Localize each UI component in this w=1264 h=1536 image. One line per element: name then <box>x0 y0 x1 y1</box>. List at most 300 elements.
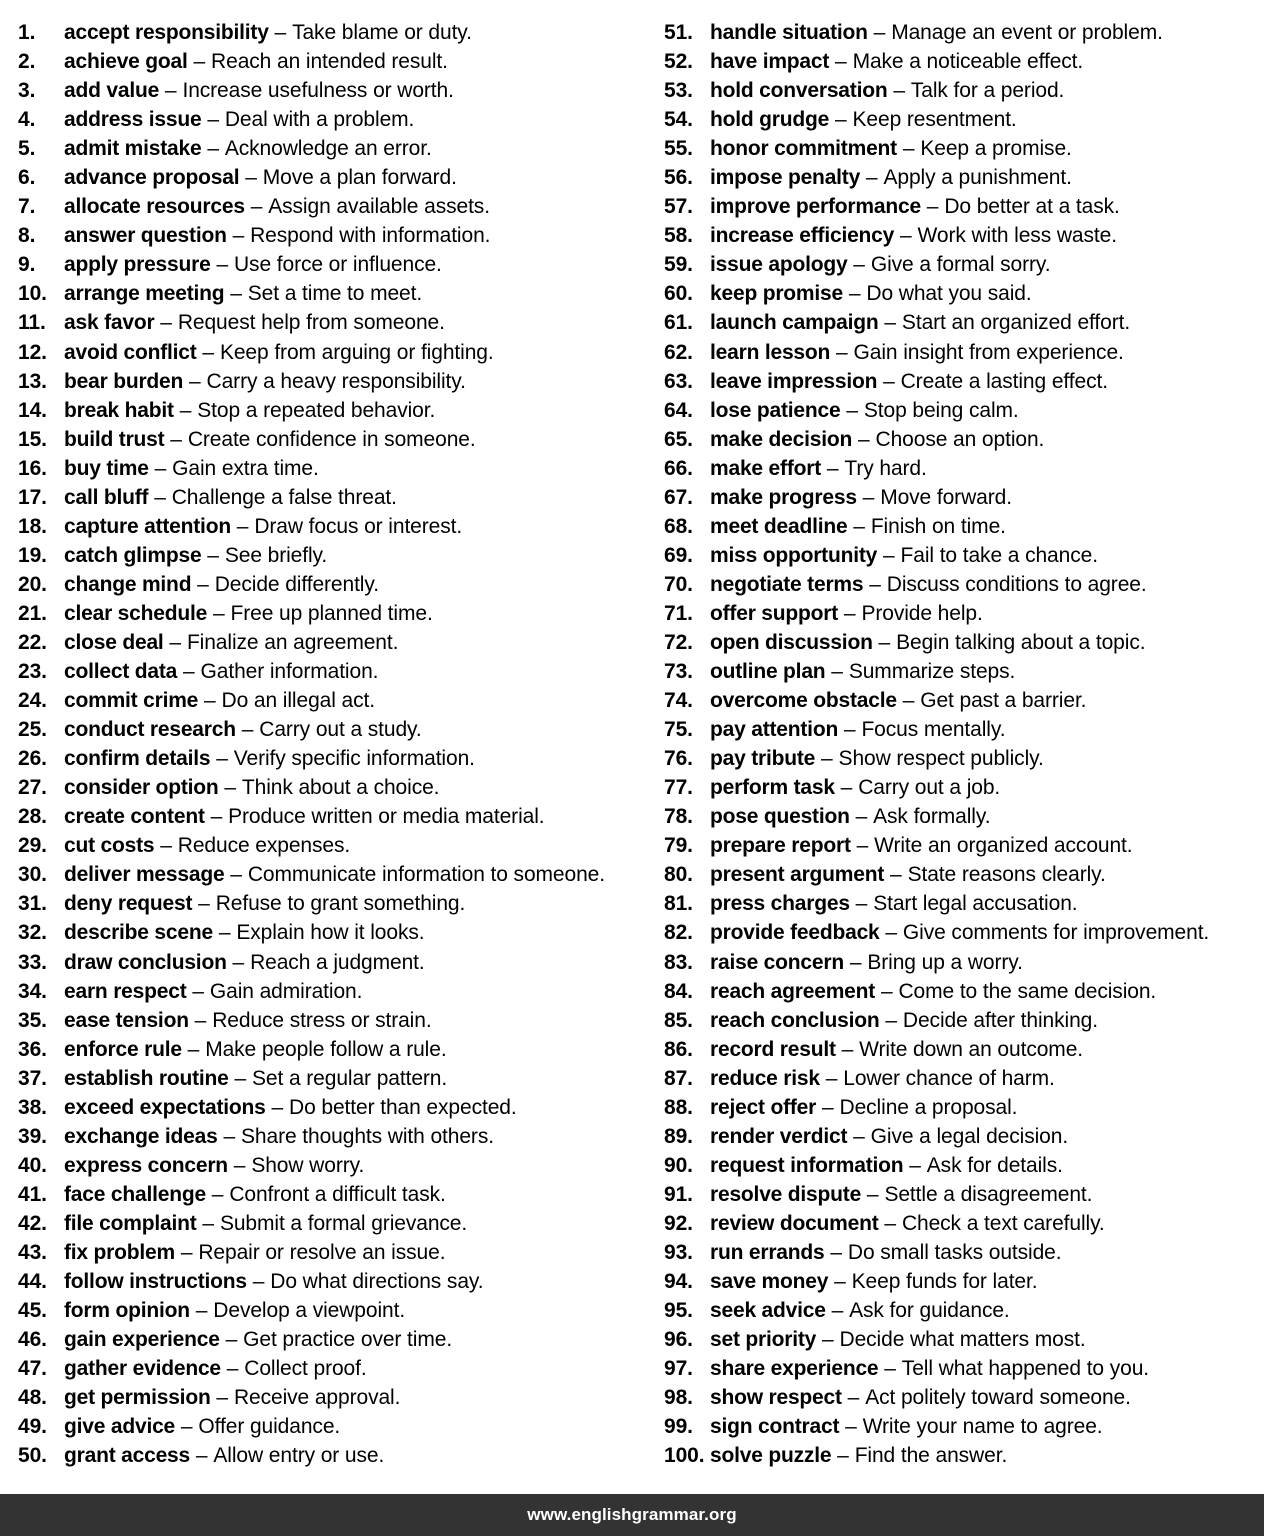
list-item-body <box>710 454 927 483</box>
collocation-definition: Produce written or media material. <box>228 805 545 829</box>
term-definition-separator: – <box>849 950 862 974</box>
list-item-number: 67. <box>664 485 693 509</box>
collocation-definition: Do an illegal act. <box>221 689 375 713</box>
list-item-body <box>64 1006 432 1035</box>
term-definition-separator: – <box>840 776 853 800</box>
collocation-definition: Allow entry or use. <box>213 1444 385 1468</box>
list-item <box>664 483 1264 512</box>
term-definition-separator: – <box>216 253 229 277</box>
collocation-term: earn respect <box>64 979 187 1003</box>
collocation-definition: Show worry. <box>251 1153 365 1177</box>
term-definition-separator: – <box>843 601 856 625</box>
list-item <box>664 192 1264 221</box>
list-item-body <box>710 1006 1098 1035</box>
list-item <box>18 1006 650 1035</box>
collocation-definition: Deal with a problem. <box>224 108 415 132</box>
list-item-number: 100. <box>664 1444 705 1468</box>
collocation-definition: Begin talking about a topic. <box>896 630 1146 654</box>
collocation-term: establish routine <box>64 1066 229 1090</box>
list-item-body <box>64 1209 467 1238</box>
list-item-number: 88. <box>664 1095 693 1119</box>
list-item <box>18 279 650 308</box>
collocation-term: bear burden <box>64 369 184 393</box>
list-item-number: 51. <box>664 21 693 44</box>
list-item <box>664 1006 1264 1035</box>
list-item-body <box>710 1267 1037 1296</box>
list-item-number: 5. <box>18 137 36 161</box>
collocation-term: avoid conflict <box>64 340 197 364</box>
collocation-term: accept responsibility <box>64 21 269 44</box>
list-item <box>18 657 650 686</box>
list-item-number: 31. <box>18 892 47 916</box>
collocation-definition: Give a formal sorry. <box>870 253 1051 277</box>
term-definition-separator: – <box>821 1095 834 1119</box>
collocation-term: gather evidence <box>64 1357 221 1381</box>
list-item-number: 52. <box>664 50 693 74</box>
collocation-definition: Respond with information. <box>250 224 491 248</box>
list-item <box>664 1180 1264 1209</box>
list-item-body <box>64 977 362 1006</box>
collocation-term: issue apology <box>710 253 848 277</box>
list-item <box>18 1064 650 1093</box>
list-item <box>18 163 650 192</box>
term-definition-separator: – <box>193 50 206 74</box>
list-item-body <box>64 1296 405 1325</box>
term-definition-separator: – <box>862 485 875 509</box>
term-definition-separator: – <box>909 1153 921 1177</box>
list-item <box>18 1412 650 1441</box>
list-item <box>18 1209 650 1238</box>
term-definition-separator: – <box>866 1182 879 1206</box>
collocation-definition: Stop being calm. <box>863 398 1019 422</box>
list-item-body <box>710 1412 1103 1441</box>
list-item <box>664 1325 1264 1354</box>
list-item-number: 30. <box>18 863 47 887</box>
list-item-body <box>710 1325 1086 1354</box>
term-definition-separator: – <box>890 863 902 887</box>
collocation-term: make decision <box>710 427 853 451</box>
term-definition-separator: – <box>884 1211 897 1235</box>
list-item <box>664 948 1264 977</box>
collocation-term: reach agreement <box>710 979 876 1003</box>
list-item-body <box>64 163 457 192</box>
term-definition-separator: – <box>271 1095 284 1119</box>
collocation-definition: Challenge a false threat. <box>171 485 397 509</box>
list-item <box>664 860 1264 889</box>
list-item-body <box>710 541 1098 570</box>
term-definition-separator: – <box>884 311 897 335</box>
collocation-term: seek advice <box>710 1299 826 1323</box>
collocation-definition: Choose an option. <box>875 427 1045 451</box>
collocation-term: exceed expectations <box>64 1095 266 1119</box>
list-item <box>664 1412 1264 1441</box>
list-item-body <box>64 1035 447 1064</box>
collocation-definition: Act politely toward someone. <box>865 1386 1131 1410</box>
list-item-body <box>64 541 327 570</box>
list-item <box>664 1296 1264 1325</box>
term-definition-separator: – <box>902 137 915 161</box>
term-definition-separator: – <box>226 1357 239 1381</box>
collocation-definition: Submit a formal grievance. <box>219 1211 468 1235</box>
term-definition-separator: – <box>846 398 858 422</box>
list-item-number: 11. <box>18 311 46 335</box>
list-item-number: 98. <box>664 1386 693 1410</box>
list-item-body <box>64 831 350 860</box>
list-item-number: 69. <box>664 543 693 567</box>
term-definition-separator: – <box>195 1444 208 1468</box>
list-item-number: 19. <box>18 543 47 567</box>
list-item <box>664 134 1264 163</box>
term-definition-separator: – <box>893 79 905 103</box>
list-item <box>664 1383 1264 1412</box>
collocation-definition: Share thoughts with others. <box>241 1124 494 1148</box>
collocation-definition: Reach an intended result. <box>211 50 448 74</box>
list-item-number: 66. <box>664 456 693 480</box>
term-definition-separator: – <box>841 1037 854 1061</box>
collocation-definition: Settle a disagreement. <box>884 1182 1093 1206</box>
list-item-body <box>64 570 379 599</box>
collocation-definition: Show respect publicly. <box>838 747 1044 771</box>
list-item-number: 18. <box>18 514 47 538</box>
list-item <box>664 105 1264 134</box>
list-item-number: 27. <box>18 776 47 800</box>
list-item <box>18 483 650 512</box>
collocation-definition: Give comments for improvement. <box>902 921 1210 945</box>
collocation-definition: Develop a viewpoint. <box>213 1299 406 1323</box>
list-item-body <box>64 308 445 337</box>
list-item <box>664 47 1264 76</box>
list-item-number: 92. <box>664 1211 693 1235</box>
collocation-definition: Set a regular pattern. <box>252 1066 448 1090</box>
collocation-term: capture attention <box>64 514 231 538</box>
list-item <box>18 308 650 337</box>
collocation-term: form opinion <box>64 1299 190 1323</box>
term-definition-separator: – <box>180 1415 193 1439</box>
collocation-definition: Do what you said. <box>866 282 1032 306</box>
collocation-definition: Receive approval. <box>233 1386 401 1410</box>
term-definition-separator: – <box>821 747 833 771</box>
term-definition-separator: – <box>218 921 231 945</box>
collocation-term: fix problem <box>64 1240 175 1264</box>
list-item-number: 34. <box>18 979 47 1003</box>
collocation-term: save money <box>710 1270 829 1294</box>
collocation-definition: Ask formally. <box>873 805 991 829</box>
list-item-body <box>64 889 465 918</box>
term-definition-separator: – <box>855 892 868 916</box>
list-item <box>18 338 650 367</box>
collocation-definition: Try hard. <box>844 456 927 480</box>
list-item-body <box>710 425 1044 454</box>
list-item <box>18 918 650 947</box>
collocation-definition: Explain how it looks. <box>236 921 425 945</box>
term-definition-separator: – <box>885 1008 898 1032</box>
list-item-body <box>710 1035 1083 1064</box>
list-item-body <box>64 105 414 134</box>
list-item-number: 32. <box>18 921 47 945</box>
term-definition-separator: – <box>837 1444 849 1468</box>
list-item <box>664 425 1264 454</box>
list-item-number: 33. <box>18 950 47 974</box>
list-item-body <box>64 1441 384 1470</box>
list-item <box>664 831 1264 860</box>
list-item-number: 77. <box>664 776 693 800</box>
list-item <box>18 1238 650 1267</box>
collocation-definition: Focus mentally. <box>861 718 1006 742</box>
collocation-term: reject offer <box>710 1095 817 1119</box>
collocation-term: launch campaign <box>710 311 879 335</box>
list-item-body <box>710 192 1120 221</box>
list-item-number: 45. <box>18 1299 47 1323</box>
collocation-definition: Decide differently. <box>214 572 379 596</box>
collocation-term: cut costs <box>64 834 155 858</box>
list-item <box>664 396 1264 425</box>
list-item-body <box>64 1064 447 1093</box>
list-item-number: 23. <box>18 660 47 684</box>
collocation-definition: Gain extra time. <box>172 456 319 480</box>
list-item-body <box>710 889 1078 918</box>
term-definition-separator: – <box>831 1299 844 1323</box>
collocation-term: follow instructions <box>64 1270 247 1294</box>
list-item <box>18 541 650 570</box>
list-item-body <box>64 1383 400 1412</box>
term-definition-separator: – <box>170 427 182 451</box>
collocation-term: record result <box>710 1037 836 1061</box>
collocation-term: admit mistake <box>64 137 202 161</box>
list-item-body <box>64 802 545 831</box>
list-item-number: 9. <box>18 253 36 277</box>
collocation-term: render verdict <box>710 1124 848 1148</box>
term-definition-separator: – <box>164 79 177 103</box>
list-item <box>18 802 650 831</box>
term-definition-separator: – <box>869 572 881 596</box>
list-item <box>18 192 650 221</box>
collocation-term: grant access <box>64 1444 191 1468</box>
term-definition-separator: – <box>843 718 856 742</box>
list-item-number: 43. <box>18 1240 47 1264</box>
list-item <box>18 744 650 773</box>
collocation-definition: Finalize an agreement. <box>186 630 399 654</box>
list-item-body <box>64 918 425 947</box>
term-definition-separator: – <box>180 1240 193 1264</box>
list-item-body <box>710 1383 1131 1412</box>
list-item-body <box>64 134 432 163</box>
list-item-body <box>710 977 1156 1006</box>
list-item-number: 35. <box>18 1008 47 1032</box>
list-item <box>18 1093 650 1122</box>
list-item-number: 91. <box>664 1182 693 1206</box>
collocation-term: deliver message <box>64 863 225 887</box>
term-definition-separator: – <box>274 21 287 44</box>
list-item-number: 74. <box>664 689 693 713</box>
term-definition-separator: – <box>245 166 257 190</box>
collocation-term: review document <box>710 1211 879 1235</box>
collocation-term: advance proposal <box>64 166 240 190</box>
collocation-definition: Write your name to agree. <box>862 1415 1103 1439</box>
list-item-number: 93. <box>664 1240 693 1264</box>
list-item-body <box>710 831 1133 860</box>
list-item-body <box>64 1122 494 1151</box>
list-item-number: 86. <box>664 1037 693 1061</box>
list-item-body <box>64 1354 367 1383</box>
collocation-term: keep promise <box>710 282 843 306</box>
list-item-number: 59. <box>664 253 693 277</box>
list-item <box>664 686 1264 715</box>
term-definition-separator: – <box>216 1386 229 1410</box>
collocation-definition: Carry out a job. <box>858 776 1001 800</box>
term-definition-separator: – <box>241 718 254 742</box>
list-item-number: 97. <box>664 1357 693 1381</box>
term-definition-separator: – <box>160 834 172 858</box>
list-item-body <box>710 860 1106 889</box>
list-item-number: 44. <box>18 1270 47 1294</box>
term-definition-separator: – <box>878 630 891 654</box>
list-item-number: 48. <box>18 1386 47 1410</box>
list-item <box>18 889 650 918</box>
term-definition-separator: – <box>207 543 219 567</box>
list-item-body <box>710 628 1145 657</box>
list-item <box>664 628 1264 657</box>
term-definition-separator: – <box>154 456 167 480</box>
list-item-number: 56. <box>664 166 693 190</box>
list-item-body <box>64 657 378 686</box>
list-item-number: 62. <box>664 340 693 364</box>
collocation-definition: Start legal accusation. <box>873 892 1078 916</box>
collocation-term: consider option <box>64 776 219 800</box>
list-item-body <box>710 1354 1149 1383</box>
list-item <box>664 657 1264 686</box>
right-column <box>650 18 1264 1470</box>
list-item-number: 64. <box>664 398 693 422</box>
list-item-number: 38. <box>18 1095 47 1119</box>
list-item <box>18 1383 650 1412</box>
list-item-number: 78. <box>664 805 693 829</box>
term-definition-separator: – <box>873 21 886 44</box>
list-item-number: 12. <box>18 340 47 364</box>
list-item <box>18 599 650 628</box>
collocation-definition: Provide help. <box>861 601 983 625</box>
collocation-term: give advice <box>64 1415 176 1439</box>
collocation-term: pay tribute <box>710 747 816 771</box>
collocation-definition: See briefly. <box>224 543 328 567</box>
collocation-definition: Carry a heavy responsibility. <box>206 369 466 393</box>
list-item-body <box>64 425 476 454</box>
term-definition-separator: – <box>884 1357 896 1381</box>
list-item-body <box>64 1325 452 1354</box>
term-definition-separator: – <box>252 1270 265 1294</box>
collocation-term: have impact <box>710 50 830 74</box>
list-item-body <box>710 570 1147 599</box>
term-definition-separator: – <box>210 805 223 829</box>
collocation-definition: Free up planned time. <box>230 601 433 625</box>
collocation-term: pay attention <box>710 718 839 742</box>
list-item <box>18 1354 650 1383</box>
list-item-body <box>64 454 319 483</box>
collocation-term: press charges <box>710 892 850 916</box>
collocation-definition: Come to the same decision. <box>898 979 1157 1003</box>
list-item <box>18 134 650 163</box>
list-item <box>18 860 650 889</box>
term-definition-separator: – <box>225 1328 238 1352</box>
collocation-term: request information <box>710 1153 904 1177</box>
list-item-number: 14. <box>18 398 47 422</box>
collocation-term: reduce risk <box>710 1066 820 1090</box>
collocation-term: leave impression <box>710 369 878 393</box>
collocation-definition: Summarize steps. <box>848 660 1016 684</box>
list-item <box>664 918 1264 947</box>
list-item <box>664 541 1264 570</box>
collocation-term: pose question <box>710 805 850 829</box>
collocation-definition: Check a text carefully. <box>901 1211 1105 1235</box>
collocation-term: resolve dispute <box>710 1182 862 1206</box>
list-item-number: 37. <box>18 1066 47 1090</box>
list-item-number: 58. <box>664 224 693 248</box>
list-item <box>18 1122 650 1151</box>
collocation-definition: Start an organized effort. <box>901 311 1131 335</box>
collocation-definition: Bring up a worry. <box>867 950 1023 974</box>
list-item <box>664 338 1264 367</box>
collocation-definition: Decline a proposal. <box>839 1095 1018 1119</box>
collocation-definition: Ask for details. <box>926 1153 1063 1177</box>
list-item <box>664 744 1264 773</box>
collocation-definition: Discuss conditions to agree. <box>886 572 1147 596</box>
collocation-definition: Lower chance of harm. <box>843 1066 1055 1090</box>
collocation-term: reach conclusion <box>710 1008 880 1032</box>
collocation-term: increase efficiency <box>710 224 895 248</box>
collocation-definition: Move a plan forward. <box>262 166 457 190</box>
term-definition-separator: – <box>230 863 242 887</box>
collocation-definition: Make people follow a rule. <box>205 1037 447 1061</box>
list-item <box>664 1441 1264 1470</box>
list-item <box>664 308 1264 337</box>
list-item-number: 71. <box>664 601 693 625</box>
collocation-term: prepare report <box>710 834 851 858</box>
collocation-term: hold grudge <box>710 108 830 132</box>
term-definition-separator: – <box>834 108 847 132</box>
list-item-number: 36. <box>18 1037 47 1061</box>
list-item-body <box>64 686 375 715</box>
collocation-term: run errands <box>710 1240 825 1264</box>
list-item-body <box>710 1238 1062 1267</box>
collocation-term: change mind <box>64 572 192 596</box>
term-definition-separator: – <box>233 1153 246 1177</box>
collocation-definition: Think about a choice. <box>241 776 440 800</box>
collocation-term: break habit <box>64 398 174 422</box>
list-item-body <box>64 250 442 279</box>
collocation-term: express concern <box>64 1153 228 1177</box>
collocation-definition: State reasons clearly. <box>907 863 1106 887</box>
list-item-number: 25. <box>18 718 47 742</box>
list-item-body <box>710 47 1083 76</box>
list-item-number: 26. <box>18 747 47 771</box>
list-item-body <box>64 192 490 221</box>
list-item-number: 73. <box>664 660 693 684</box>
list-item-number: 24. <box>18 689 47 713</box>
term-definition-separator: – <box>169 630 182 654</box>
collocation-term: describe scene <box>64 921 213 945</box>
term-definition-separator: – <box>900 224 912 248</box>
list-item-body <box>64 628 398 657</box>
term-definition-separator: – <box>216 747 228 771</box>
list-item-body <box>64 512 462 541</box>
list-item-body <box>64 948 425 977</box>
list-item <box>664 802 1264 831</box>
collocation-definition: Collect proof. <box>244 1357 367 1381</box>
list-item-body <box>64 76 454 105</box>
term-definition-separator: – <box>836 340 848 364</box>
list-item-body <box>64 279 422 308</box>
collocation-term: raise concern <box>710 950 844 974</box>
list-item <box>18 396 650 425</box>
